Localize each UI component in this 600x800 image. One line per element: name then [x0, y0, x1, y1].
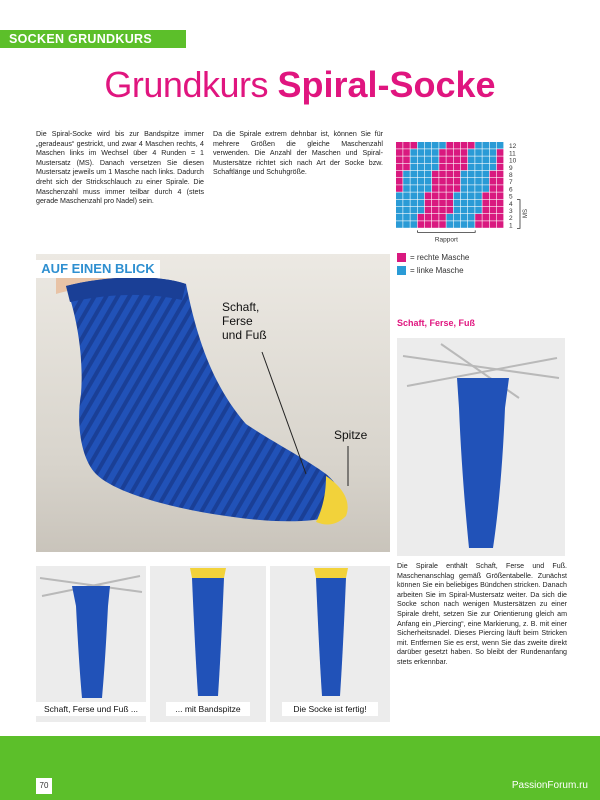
chart-cell	[446, 214, 453, 221]
chart-cell	[439, 185, 446, 192]
chart-cell	[468, 142, 475, 149]
step-photo-2	[150, 566, 266, 722]
chart-cell	[468, 192, 475, 199]
chart-cell	[468, 221, 475, 228]
chart-cell	[461, 207, 468, 214]
chart-cell	[454, 178, 461, 185]
chart-row-label: 12	[509, 143, 517, 151]
chart-cell	[425, 185, 432, 192]
chart-cell	[425, 142, 432, 149]
chart-cell	[446, 207, 453, 214]
chart-row-label: 4	[509, 200, 513, 208]
title-light: Grundkurs	[104, 64, 278, 105]
chart-cell	[482, 142, 489, 149]
section-tag: SOCKEN GRUNDKURS	[0, 30, 186, 48]
chart-cell	[475, 171, 482, 178]
step-3-caption: Die Socke ist fertig!	[282, 702, 378, 716]
chart-row-label: 7	[509, 179, 513, 187]
chart-cell	[461, 164, 468, 171]
chart-cell	[461, 149, 468, 156]
chart-cell	[461, 200, 468, 207]
chart-cell	[418, 149, 425, 156]
callout-toe: Spitze	[334, 428, 368, 442]
chart-cell	[475, 192, 482, 199]
chart-cell	[432, 192, 439, 199]
chart-cell	[461, 214, 468, 221]
chart-cell	[482, 164, 489, 171]
chart-cell	[454, 200, 461, 207]
chart-cell	[482, 156, 489, 163]
chart-cell	[396, 221, 403, 228]
chart-cell	[475, 156, 482, 163]
chart-cell	[432, 142, 439, 149]
chart-cell	[410, 178, 417, 185]
chart-cell	[475, 185, 482, 192]
chart-cell	[396, 185, 403, 192]
chart-cell	[410, 221, 417, 228]
chart-cell	[403, 200, 410, 207]
chart-cell	[425, 214, 432, 221]
chart-cell	[410, 171, 417, 178]
chart-cell	[396, 178, 403, 185]
chart-cell	[468, 171, 475, 178]
chart-cell	[461, 156, 468, 163]
chart-row-label: 6	[509, 186, 513, 194]
site-watermark: PassionForum.ru	[511, 780, 588, 791]
chart-cell	[475, 142, 482, 149]
chart-cell	[396, 214, 403, 221]
callout-lines	[36, 254, 390, 552]
chart-cell	[482, 185, 489, 192]
step-3-illustration	[270, 566, 390, 722]
chart-cell	[497, 221, 504, 228]
chart-cell	[490, 178, 497, 185]
chart-cell	[418, 142, 425, 149]
chart-cell	[432, 214, 439, 221]
chart-cell	[396, 192, 403, 199]
chart-cell	[468, 214, 475, 221]
chart-cell	[439, 214, 446, 221]
chart-cell	[482, 214, 489, 221]
chart-cell	[418, 164, 425, 171]
chart-cell	[497, 200, 504, 207]
chart-cell	[403, 156, 410, 163]
chart-cell	[482, 200, 489, 207]
chart-cell	[446, 142, 453, 149]
chart-cell	[439, 200, 446, 207]
chart-cell	[482, 171, 489, 178]
chart-cell	[454, 171, 461, 178]
chart-cell	[454, 214, 461, 221]
chart-cell	[497, 185, 504, 192]
chart-cell	[410, 200, 417, 207]
chart-cell	[439, 192, 446, 199]
chart-cell	[425, 200, 432, 207]
chart-cell	[468, 185, 475, 192]
step-photo-1	[36, 566, 146, 722]
chart-cell	[403, 164, 410, 171]
chart-cell	[461, 171, 468, 178]
chart-cell	[461, 142, 468, 149]
chart-cell	[446, 156, 453, 163]
chart-cell	[454, 164, 461, 171]
chart-cell	[418, 156, 425, 163]
chart-cell	[396, 149, 403, 156]
chart-cell	[410, 156, 417, 163]
chart-cell	[475, 207, 482, 214]
chart-cell	[454, 156, 461, 163]
chart-cell	[446, 221, 453, 228]
chart-cell	[490, 207, 497, 214]
chart-cell	[410, 214, 417, 221]
chart-cell	[446, 200, 453, 207]
chart-cell	[396, 207, 403, 214]
chart-cell	[425, 221, 432, 228]
rapport-label: Rapport	[434, 236, 458, 244]
chart-row-label: 2	[509, 215, 513, 223]
chart-cell	[468, 164, 475, 171]
step-photo-3	[270, 566, 390, 722]
chart-cell	[497, 178, 504, 185]
chart-cell	[432, 156, 439, 163]
rapport-bracket	[418, 230, 476, 232]
chart-cell	[439, 178, 446, 185]
chart-row-label: 9	[509, 164, 513, 172]
footer-bar	[0, 736, 600, 800]
chart-cell	[418, 207, 425, 214]
chart-cell	[425, 171, 432, 178]
chart-cell	[461, 221, 468, 228]
chart-cell	[418, 178, 425, 185]
chart-cell	[425, 192, 432, 199]
chart-cell	[432, 185, 439, 192]
chart-cell	[418, 171, 425, 178]
chart-cell	[482, 192, 489, 199]
side-text: Die Spirale enthält Schaft, Ferse und Fuß. Maschenanschlag gemäß Größentabelle. Zunächst können Sie ein beliebiges Bündchen stricken. Danach arbeiten Sie im Spiral-Mustersatz weiter. Da sich die Socke schon nach wenigen Mustersätzen zu einer Spirale dreht, setzen Sie zur Orientierung gleich am Anfang ein „Piercing“, eine Markierung, z. B. mit einer Sicherheitsnadel. Dieses Piercing läuft beim Stricken mit. Entfernen Sie es erst, wenn Sie das zweite direkt darüber gesetzt haben. So bleibt der Rundenanfang stets erkennbar.	[397, 562, 567, 666]
chart-row-label: 8	[509, 172, 513, 179]
chart-cell	[396, 164, 403, 171]
callout-shaft-heel-foot: Schaft, Ferse und Fuß	[222, 300, 267, 342]
chart-cell	[439, 164, 446, 171]
chart-cell	[432, 171, 439, 178]
intro-column-2: Da die Spirale extrem dehnbar ist, können Sie für mehrere Größen die gleiche Maschenzahl verwenden. Die Anzahl der Maschen und Spiral-Mustersätze richtet sich nach Art der Socke bzw. Schaftlänge und Schuhgröße.	[213, 130, 383, 177]
chart-cell	[425, 178, 432, 185]
chart-cell	[497, 192, 504, 199]
ms-bracket	[517, 200, 520, 229]
chart-cell	[396, 156, 403, 163]
chart-cell	[425, 156, 432, 163]
main-photo	[36, 254, 390, 552]
chart-cell	[482, 207, 489, 214]
chart-cell	[432, 149, 439, 156]
chart-cell	[410, 185, 417, 192]
chart-cell	[439, 149, 446, 156]
step-2-illustration	[150, 566, 266, 722]
chart-row-label: 3	[509, 208, 513, 215]
chart-cell	[475, 164, 482, 171]
chart-cell	[396, 142, 403, 149]
chart-cell	[497, 156, 504, 163]
chart-cell	[439, 171, 446, 178]
side-photo	[397, 338, 565, 556]
page-title	[0, 64, 600, 106]
chart-cell	[439, 142, 446, 149]
chart-cell	[425, 207, 432, 214]
chart-cell	[418, 185, 425, 192]
chart-cell	[497, 149, 504, 156]
chart-cell	[439, 207, 446, 214]
chart-cell	[454, 142, 461, 149]
chart-cell	[468, 200, 475, 207]
chart-cell	[461, 185, 468, 192]
chart-cell	[446, 192, 453, 199]
chart-cell	[403, 149, 410, 156]
chart-cell	[468, 178, 475, 185]
chart-cell	[461, 178, 468, 185]
chart-row-label: 10	[509, 157, 517, 165]
knitting-needles-illustration	[397, 338, 565, 556]
knit-swatch-icon	[397, 253, 406, 262]
chart-cell	[403, 207, 410, 214]
intro-column-1: Die Spiral-Socke wird bis zur Bandspitze immer „geradeaus“ gestrickt, und zwar 4 Maschen rechts, 4 Maschen links im Wechsel über 4 Runden = 1 Mustersatz (MS). Danach versetzen Sie diesen Mustersatz jeweils um 1 Masche nach links. Dadurch dreht sich der Strickschlauch zu einer Spirale. Die Maschenzahl muss immer teilbar durch 4 (stets gerade Maschenzahl pro Nadel) sein.	[36, 130, 204, 206]
chart-cell	[497, 207, 504, 214]
chart-cell	[482, 178, 489, 185]
chart-cell	[418, 214, 425, 221]
chart-cell	[446, 185, 453, 192]
chart-cell	[475, 221, 482, 228]
chart-cell	[490, 200, 497, 207]
chart-cell	[490, 214, 497, 221]
chart-row-label: 1	[509, 222, 513, 230]
page-number: 70	[36, 778, 52, 794]
chart-cell	[403, 185, 410, 192]
step-1-caption: Schaft, Ferse und Fuß ...	[36, 702, 146, 716]
chart-cell	[439, 221, 446, 228]
chart-cell	[454, 185, 461, 192]
chart-row-label: 5	[509, 193, 513, 201]
chart-cell	[490, 185, 497, 192]
chart-cell	[432, 164, 439, 171]
step-1-illustration	[36, 566, 146, 722]
chart-cell	[403, 178, 410, 185]
chart-cell	[497, 164, 504, 171]
at-a-glance-banner: AUF EINEN BLICK	[36, 260, 160, 278]
chart-cell	[468, 156, 475, 163]
chart-cell	[403, 142, 410, 149]
chart-cell	[490, 142, 497, 149]
chart-cell	[475, 214, 482, 221]
chart-cell	[446, 178, 453, 185]
chart-cell	[454, 221, 461, 228]
chart-cell	[439, 156, 446, 163]
chart-cell	[410, 164, 417, 171]
chart-cell	[418, 200, 425, 207]
chart-cell	[475, 178, 482, 185]
legend-purl-label: = linke Masche	[410, 266, 464, 275]
chart-cell	[410, 192, 417, 199]
chart-cell	[482, 221, 489, 228]
chart-cell	[468, 149, 475, 156]
chart-cell	[490, 171, 497, 178]
chart-cell	[454, 192, 461, 199]
chart-cell	[425, 164, 432, 171]
chart-cell	[490, 164, 497, 171]
chart-cell	[403, 192, 410, 199]
chart-cell	[497, 171, 504, 178]
chart-cell	[475, 149, 482, 156]
knitting-chart	[384, 140, 564, 260]
legend-knit	[397, 253, 469, 262]
side-heading: Schaft, Ferse, Fuß	[397, 318, 476, 328]
chart-cell	[410, 142, 417, 149]
chart-cell	[482, 149, 489, 156]
chart-cell	[490, 221, 497, 228]
chart-cell	[396, 171, 403, 178]
chart-cell	[403, 214, 410, 221]
chart-cell	[432, 207, 439, 214]
chart-cell	[446, 171, 453, 178]
chart-cell	[490, 192, 497, 199]
chart-cell	[490, 149, 497, 156]
purl-swatch-icon	[397, 266, 406, 275]
chart-cell	[410, 207, 417, 214]
legend-knit-label: = rechte Masche	[410, 253, 470, 262]
title-bold: Spiral-Socke	[277, 64, 496, 105]
chart-cell	[425, 149, 432, 156]
legend-purl	[397, 266, 464, 275]
chart-row-label: 11	[509, 150, 516, 158]
chart-cell	[454, 149, 461, 156]
chart-cell	[490, 156, 497, 163]
chart-cell	[454, 207, 461, 214]
chart-cell	[468, 207, 475, 214]
chart-cell	[418, 221, 425, 228]
chart-cell	[497, 214, 504, 221]
chart-cell	[410, 149, 417, 156]
step-2-caption: ... mit Bandspitze	[166, 702, 250, 716]
chart-cell	[475, 200, 482, 207]
chart-cell	[396, 200, 403, 207]
chart-cell	[497, 142, 504, 149]
chart-cell	[403, 171, 410, 178]
chart-cell	[432, 200, 439, 207]
chart-cell	[418, 192, 425, 199]
chart-cell	[446, 149, 453, 156]
ms-label: MS	[523, 209, 529, 218]
chart-cell	[446, 164, 453, 171]
knitting-chart-svg	[384, 140, 564, 252]
chart-cell	[403, 221, 410, 228]
chart-cell	[432, 178, 439, 185]
chart-cell	[461, 192, 468, 199]
chart-cell	[432, 221, 439, 228]
